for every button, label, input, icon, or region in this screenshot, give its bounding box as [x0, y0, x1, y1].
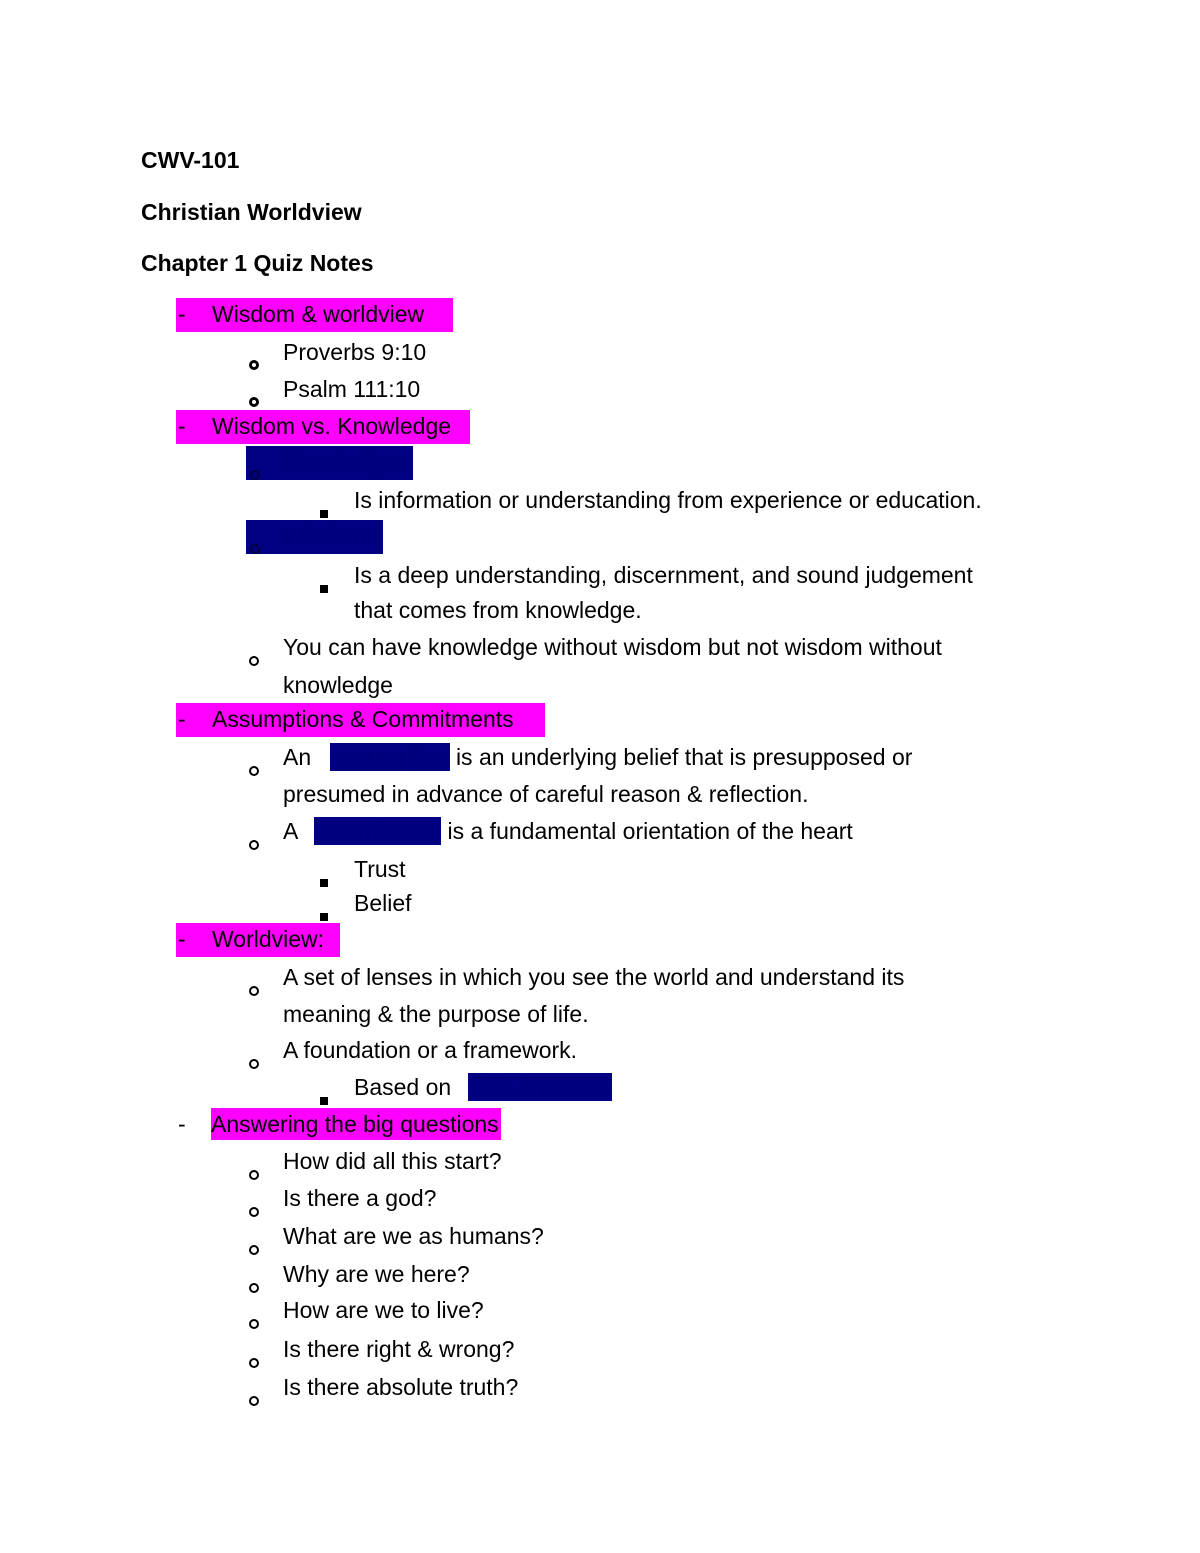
faith-reason-highlight: faith & reason: [468, 1074, 611, 1100]
wisdom-definition-line-1: Is a deep understanding, discernment, and sound judgement: [354, 562, 973, 588]
dash-bullet: -: [178, 301, 186, 327]
hollow-circle-bullet-icon: [249, 1059, 259, 1069]
commitment-pre: A: [283, 818, 298, 844]
assumption-post: is an underlying belief that is presupposed or: [455, 744, 913, 770]
assumption-pre: An: [283, 744, 312, 770]
commitment-term-highlight: commitment: [314, 818, 441, 844]
worldview-definition-line-1: A set of lenses in which you see the world and understand its: [283, 964, 905, 990]
commitment-definition: [283, 815, 853, 847]
wisdom-definition-line-2: that comes from knowledge.: [354, 597, 642, 623]
hollow-circle-bullet-icon: [249, 1170, 259, 1180]
question-item: Is there right & wrong?: [283, 1336, 515, 1362]
list-item: Psalm 111:10: [283, 376, 421, 402]
hollow-circle-bullet-icon: [249, 840, 259, 850]
section-heading-worldview: [176, 923, 340, 957]
list-item: Belief: [354, 890, 412, 916]
knowledge-label-highlight: [246, 446, 413, 480]
dash-bullet: -: [178, 706, 186, 732]
hollow-circle-bullet-icon: [249, 656, 259, 666]
section-heading-label: Worldview:: [212, 926, 325, 952]
document-subtitle: Chapter 1 Quiz Notes: [141, 250, 374, 276]
knowledge-definition: Is information or understanding from experience or education.: [354, 487, 982, 513]
hollow-circle-bullet-icon: [250, 544, 260, 554]
square-bullet-icon: [320, 913, 328, 921]
hollow-circle-bullet-icon: [249, 1283, 259, 1293]
dash-bullet: -: [178, 1111, 186, 1137]
hollow-circle-bullet-icon: [249, 397, 259, 407]
hollow-circle-bullet-icon: [249, 1319, 259, 1329]
section-heading-wisdom-worldview: [176, 298, 453, 332]
square-bullet-icon: [320, 879, 328, 887]
hollow-circle-bullet-icon: [250, 470, 260, 480]
hollow-circle-bullet-icon: [249, 360, 259, 370]
wisdom-label-highlight: [246, 520, 383, 554]
assumption-term-highlight: assumption: [330, 744, 449, 770]
section-heading-wisdom-vs-knowledge: [176, 410, 470, 444]
question-item: Why are we here?: [283, 1261, 470, 1287]
section-heading-label: Wisdom & worldview: [212, 301, 425, 327]
section-heading-label: Wisdom vs. Knowledge: [212, 413, 452, 439]
hollow-circle-bullet-icon: [249, 1245, 259, 1255]
section-heading-big-questions: Answering the big questions: [211, 1108, 501, 1140]
assumption-definition-line-1: [283, 741, 912, 773]
question-item: How are we to live?: [283, 1297, 484, 1323]
question-item: Is there absolute truth?: [283, 1374, 519, 1400]
dash-bullet: -: [178, 413, 186, 439]
hollow-circle-bullet-icon: [249, 1358, 259, 1368]
square-bullet-icon: [320, 1097, 328, 1105]
wisdom-label: Wisdom:: [283, 523, 373, 549]
commitment-post: is a fundamental orientation of the heart: [447, 818, 853, 844]
based-on-pre: Based on: [354, 1074, 452, 1100]
knowledge-label: Knowledge:: [283, 449, 404, 475]
square-bullet-icon: [320, 510, 328, 518]
worldview-definition-line-2: meaning & the purpose of life.: [283, 1001, 589, 1027]
question-item: Is there a god?: [283, 1185, 437, 1211]
hollow-circle-bullet-icon: [249, 986, 259, 996]
course-code: CWV-101: [141, 147, 240, 173]
list-item: Proverbs 9:10: [283, 339, 427, 365]
question-item: How did all this start?: [283, 1148, 502, 1174]
worldview-foundation: A foundation or a framework.: [283, 1037, 578, 1063]
knowledge-wisdom-note-line-1: You can have knowledge without wisdom but not wisdom without: [283, 634, 942, 660]
hollow-circle-bullet-icon: [249, 1207, 259, 1217]
dash-bullet: -: [178, 926, 186, 952]
document-title: Christian Worldview: [141, 199, 362, 225]
square-bullet-icon: [320, 585, 328, 593]
section-heading-assumptions-commitments: [176, 703, 545, 737]
hollow-circle-bullet-icon: [249, 766, 259, 776]
section-heading-label: Assumptions & Commitments: [212, 706, 514, 732]
hollow-circle-bullet-icon: [249, 1396, 259, 1406]
assumption-definition-line-2: presumed in advance of careful reason & reflection.: [283, 781, 809, 807]
knowledge-wisdom-note-line-2: knowledge: [283, 672, 393, 698]
question-item: What are we as humans?: [283, 1223, 544, 1249]
list-item: Trust: [354, 856, 406, 882]
based-on-line: [354, 1071, 612, 1103]
